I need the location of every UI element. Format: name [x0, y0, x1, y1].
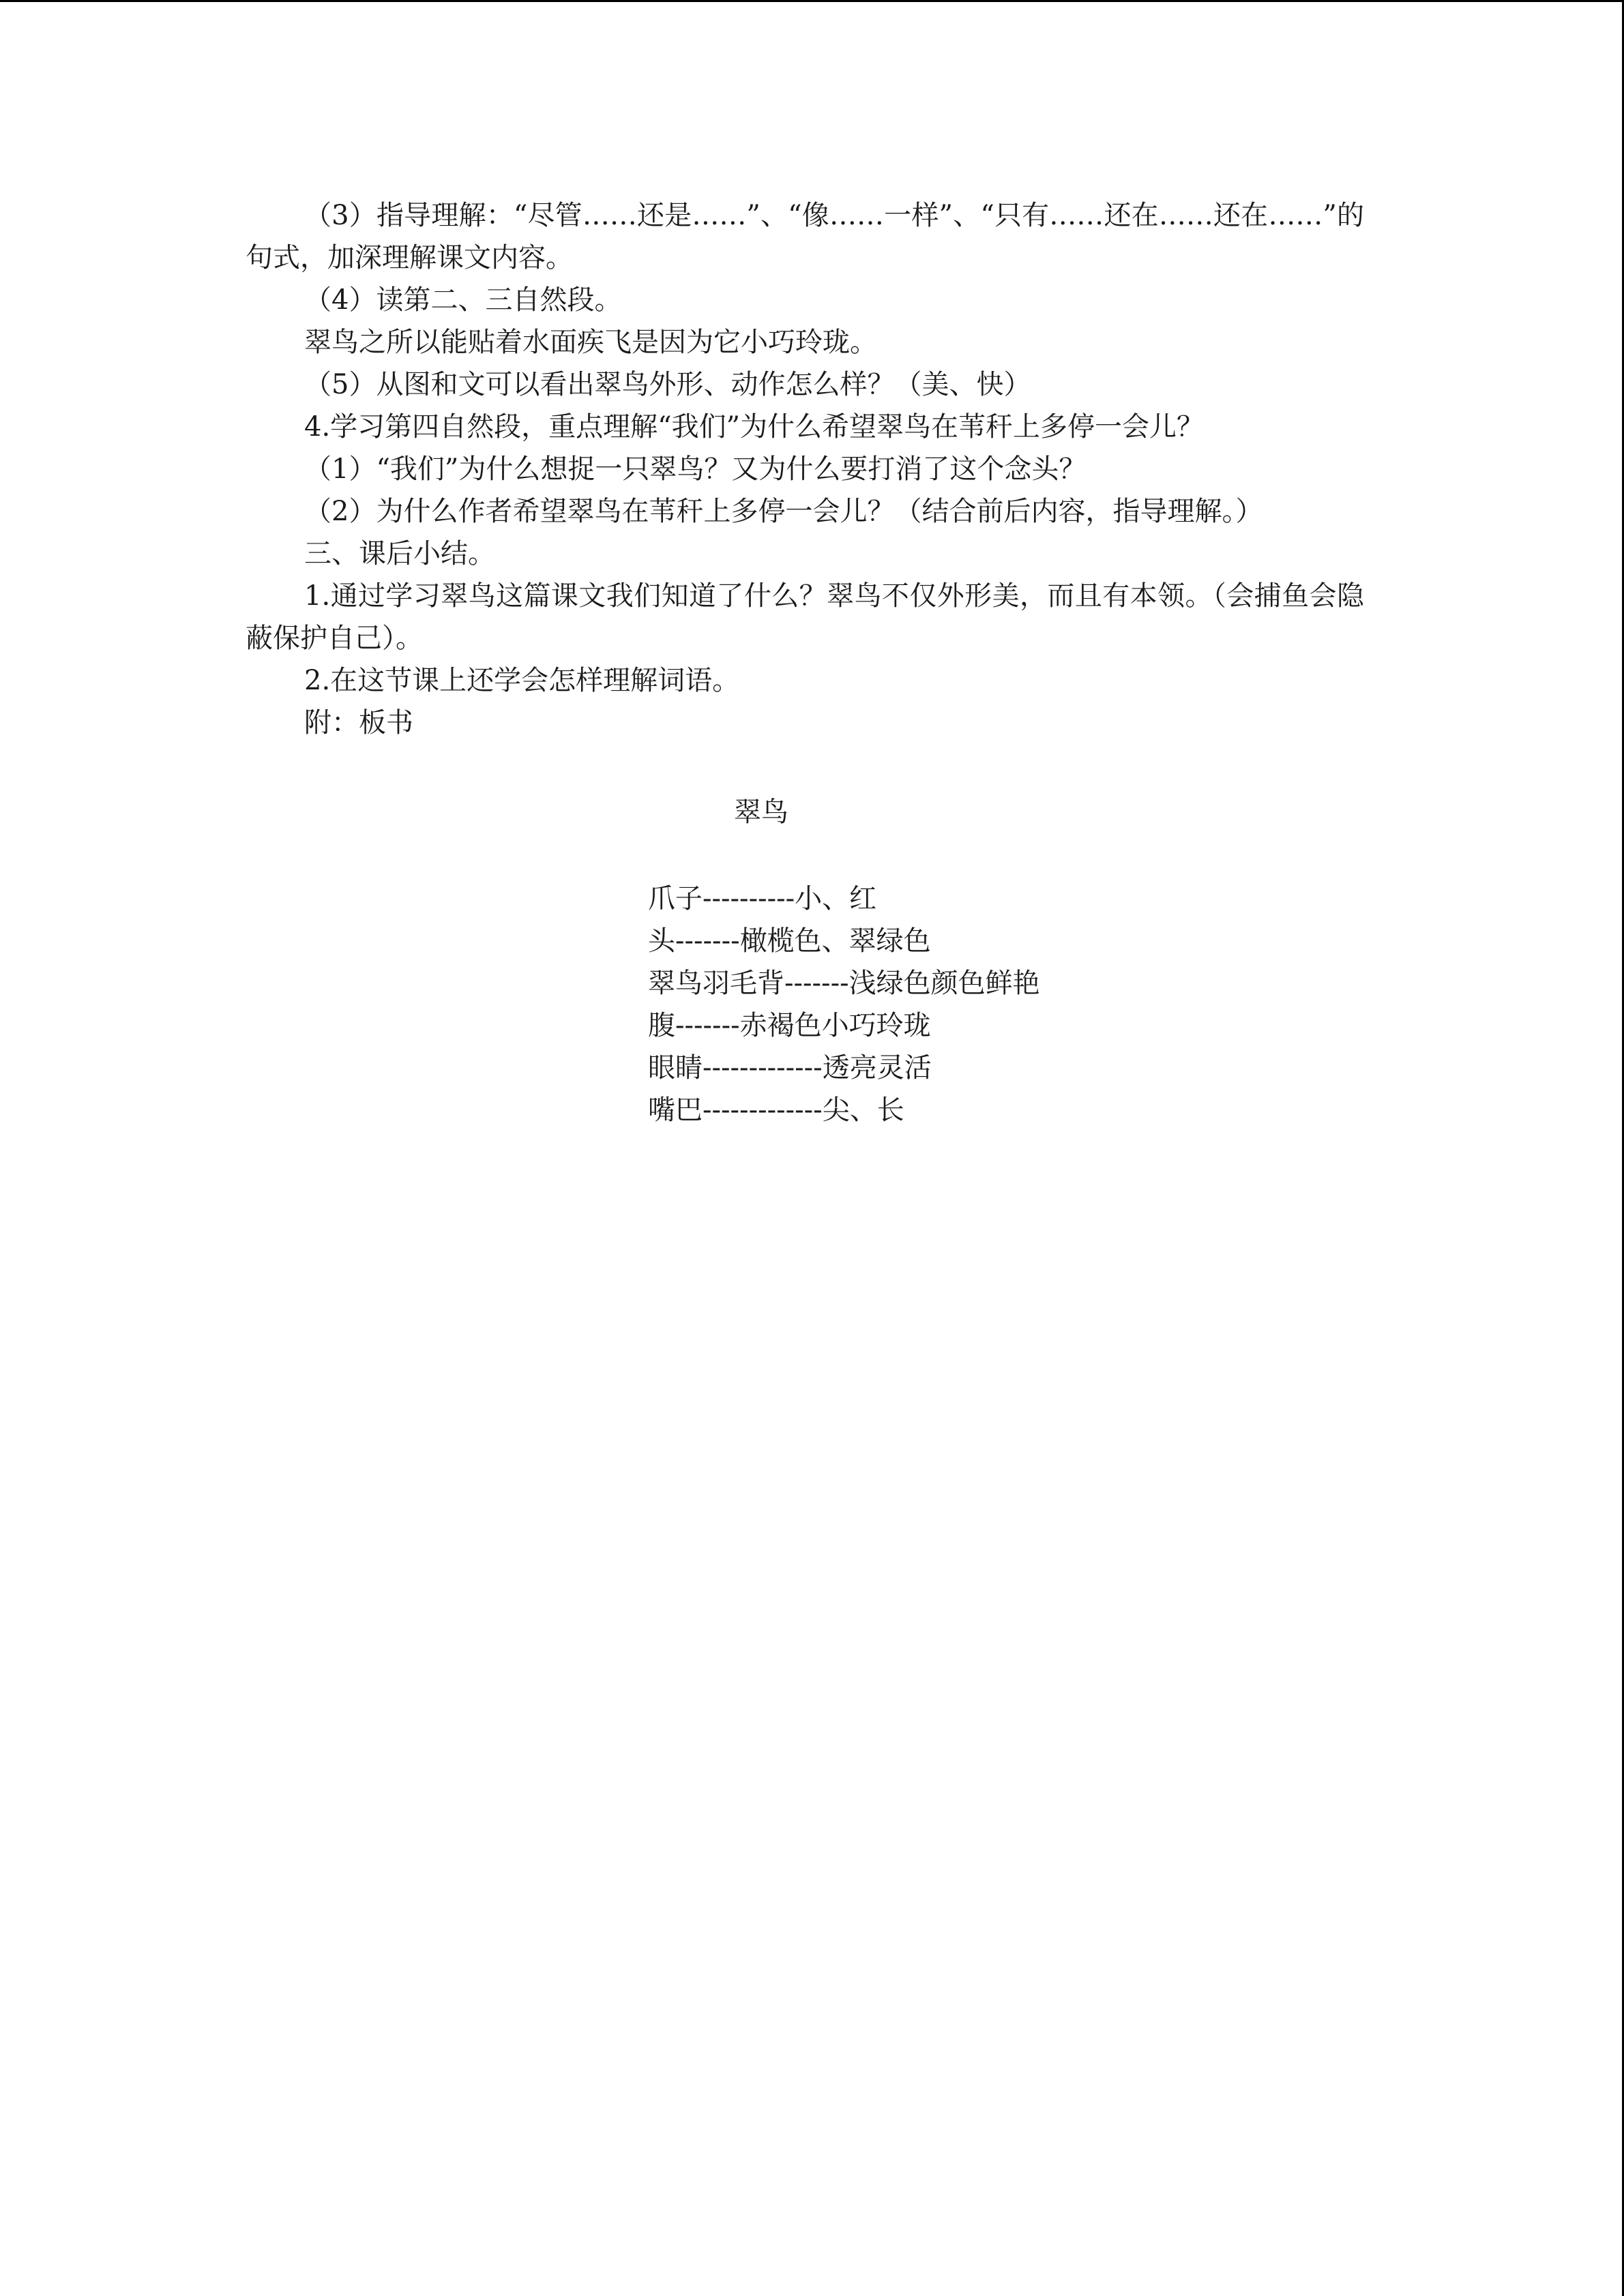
- paragraph-summary-one: 1.通过学习翠鸟这篇课文我们知道了什么？翠鸟不仅外形美，而且有本领。（会捕鱼会隐蔽保护自己）。: [246, 580, 1364, 654]
- lesson-plan-body: [246, 194, 1364, 744]
- board-line-beak: 嘴巴-------------尖、长: [648, 1094, 904, 1126]
- paragraph-summary-two: 2.在这节课上还学会怎样理解词语。: [304, 665, 740, 696]
- board-line-back-feathers: 翠鸟羽毛背-------浅绿色颜色鲜艳: [648, 968, 1040, 999]
- paragraph-kingfisher-agile: 翠鸟之所以能贴着水面疾飞是因为它小巧玲珑。: [304, 327, 877, 358]
- paragraph-appearance-question: （5）从图和文可以看出翠鸟外形、动作怎么样？（美、快）: [304, 369, 1031, 400]
- board-list: [648, 878, 1040, 1131]
- paragraph-guide-sentence-patterns: （3）指导理解：“尽管……还是……”、“像……一样”、“只有……还在……还在……”的句式，加深理解课文内容。: [246, 200, 1364, 273]
- paragraph-appendix-board: 附：板书: [304, 707, 413, 739]
- board-title: 翠鸟: [734, 796, 788, 828]
- paragraph-stay-question: （2）为什么作者希望翠鸟在苇秆上多停一会儿？（结合前后内容，指导理解。）: [304, 496, 1263, 527]
- paragraph-read-second-third: （4）读第二、三自然段。: [304, 284, 622, 316]
- section-heading-summary: 三、课后小结。: [304, 538, 495, 569]
- board-line-belly: 腹-------赤褐色小巧玲珑: [648, 1010, 931, 1041]
- board-line-eyes: 眼睛-------------透亮灵活: [648, 1052, 932, 1084]
- board-line-claws: 爪子----------小、红: [648, 883, 877, 914]
- paragraph-fourth-section: 4.学习第四自然段，重点理解“我们”为什么希望翠鸟在苇秆上多停一会儿？: [304, 411, 1205, 443]
- paragraph-catch-question: （1）“我们”为什么想捉一只翠鸟？又为什么要打消了这个念头？: [304, 453, 1087, 485]
- page-border-top: [0, 0, 1624, 2]
- board-line-head: 头-------橄榄色、翠绿色: [648, 925, 931, 957]
